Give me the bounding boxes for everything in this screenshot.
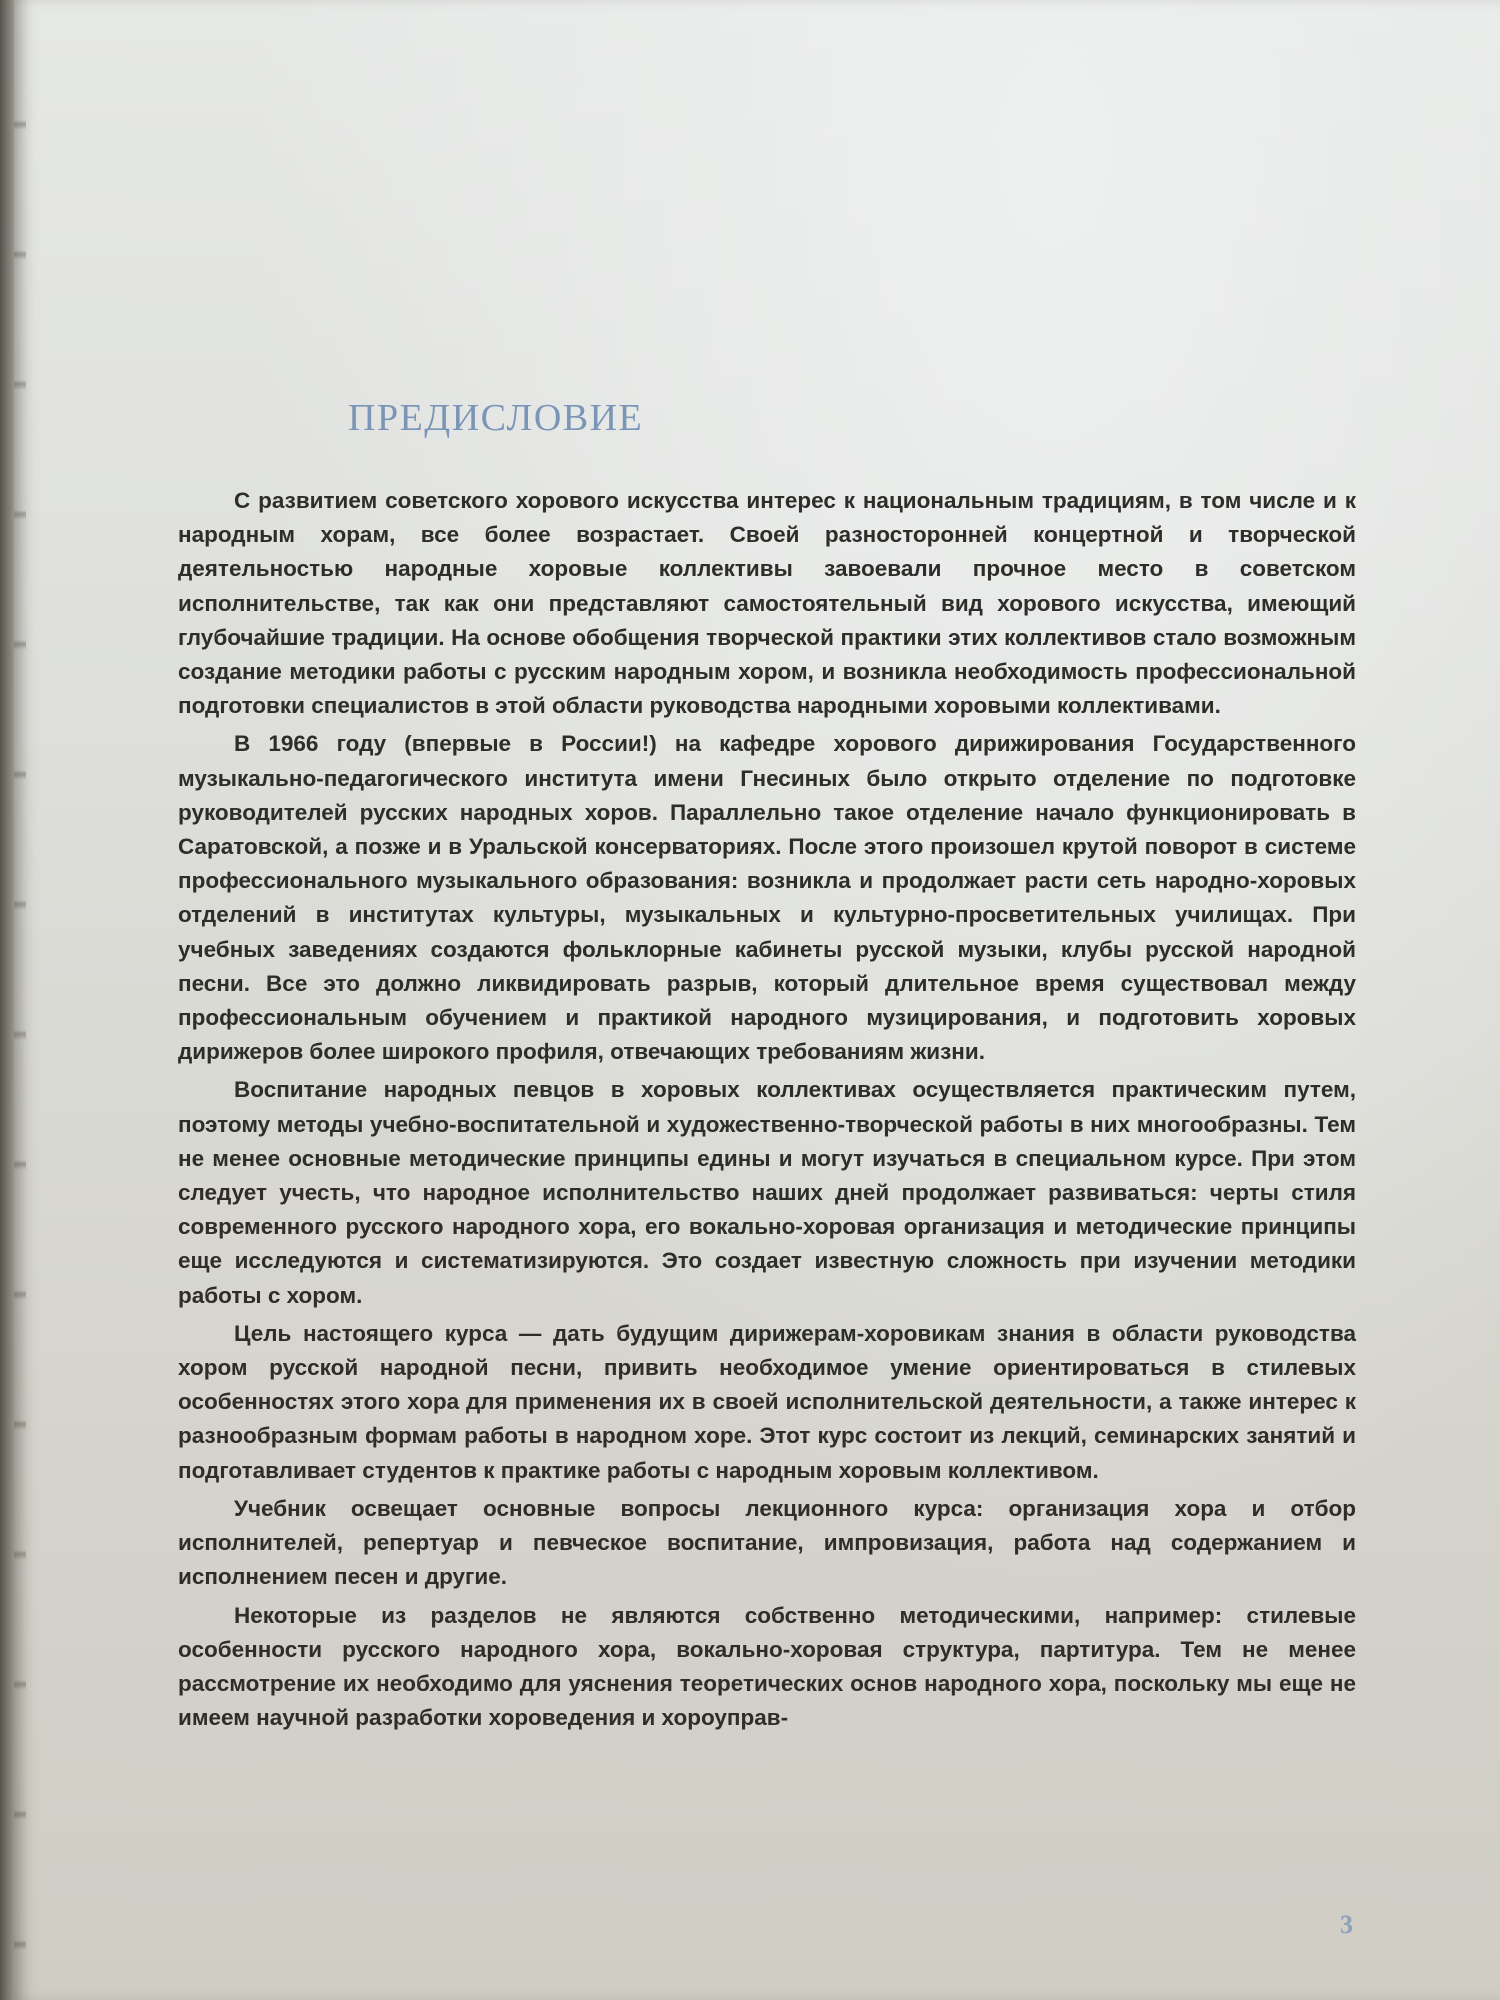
paragraph: Учебник освещает основные вопросы лекционного курса: организация хора и отбор исполнителей, репертуар и певческое воспитание, импровизация, работа над содержанием и исполнением песен и другие. [178,1495,1356,1590]
page-binding-edge [14,0,26,2000]
body-text [178,484,1356,1735]
paragraph: С развитием советского хорового искусства интерес к национальным традициям, в том числе и к народным хорам, все более возрастает. Своей разносторонней концертной и творческой деятельностью народные хоровые коллективы завоевали прочное место в советском исполнительстве, так как они представляют самостоятельный вид хорового искусства, имеющий глубочайшие традиции. На основе обобщения творческой практики этих коллективов стало возможным создание методики работы с русским народным хором, и возникла необходимость профессиональной подготовки специалистов в этой области руководства народными хоровыми коллективами. [178,488,1356,719]
paragraph: Цель настоящего курса — дать будущим дирижерам-хоровикам знания в области руководства хором русской народной песни, привить необходимое умение ориентироваться в стилевых особенностях этого хора для применения их в своей исполнительской деятельности, а также интерес к разнообразным формам работы в народном хоре. Этот курс состоит из лекций, семинарских занятий и подготавливает студентов к практике работы с народным хоровым коллективом. [178,1320,1356,1483]
page-heading: ПРЕДИСЛОВИЕ [348,397,644,439]
paragraph: Некоторые из разделов не являются собственно методическими, например: стилевые особенности русского народного хора, вокально-хоровая структура, партитура. Тем не менее рассмотрение их необходимо для уяснения теоретических основ народного хора, поскольку мы еще не имеем научной разработки хороведения и хороуправ- [178,1602,1356,1731]
paragraph: Воспитание народных певцов в хоровых коллективах осуществляется практическим путем, поэтому методы учебно-воспитательной и художественно-творческой работы в них многообразны. Тем не менее основные методические принципы едины и могут изучаться в специальном курсе. При этом следует учесть, что народное исполнительство наших дней продолжает развиваться: черты стиля современного русского народного хора, его вокально-хоровая организация и методические принципы еще исследуются и систематизируются. Это создает известную сложность при изучении методики работы с хором. [178,1077,1356,1308]
book-page [14,0,1500,2000]
paragraph: В 1966 году (впервые в России!) на кафедре хорового дирижирования Государственного музыкально-педагогического института имени Гнесиных было открыто отделение по подготовке руководителей русских народных хоров. Параллельно такое отделение начало функционировать в Саратовской, а позже и в Уральской консерваториях. После этого произошел крутой поворот в системе профессионального музыкального образования: возникла и продолжает расти сеть народно-хоровых отделений в институтах культуры, музыкальных и культурно-просветительных училищах. При учебных заведениях создаются фольклорные кабинеты русской музыки, клубы русской народной песни. Все это должно ликвидировать разрыв, который длительное время существовал между профессиональным обучением и практикой народного музицирования, и подготовить хоровых дирижеров более широкого профиля, отвечающих требованиям жизни. [178,731,1356,1065]
page-number: 3 [1340,1910,1353,1939]
